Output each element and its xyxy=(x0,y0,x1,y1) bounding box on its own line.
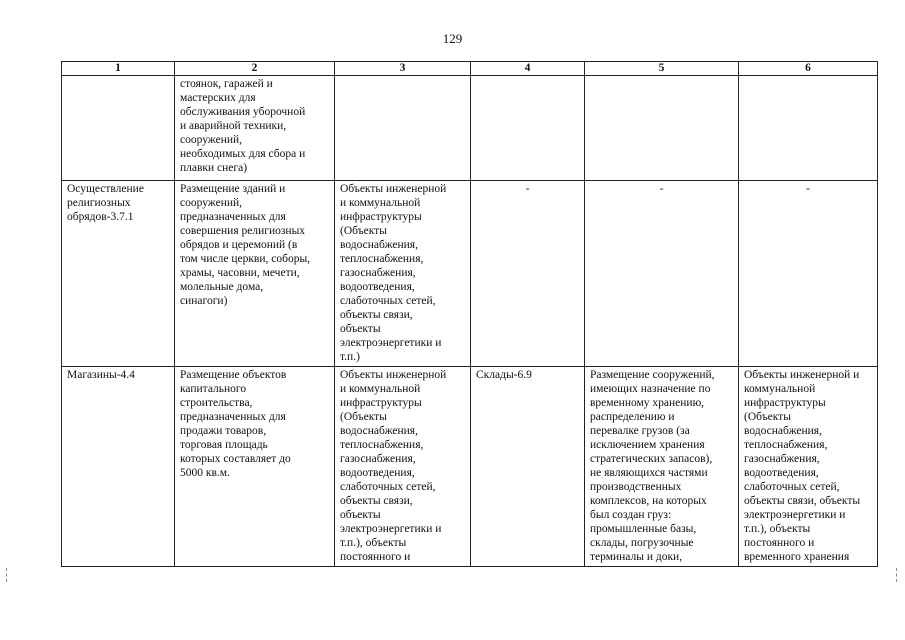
table-cell xyxy=(175,367,335,567)
table-cell xyxy=(739,76,878,181)
table-cell: - xyxy=(471,181,585,367)
table-cell: стоянок, гаражей и мастерских для обслуживания уборочной и аварийной техники, сооружений, необходимых для сбора и плавки снега) xyxy=(175,76,335,181)
scan-edge-mark-right xyxy=(896,568,901,582)
cell-text: Объекты инженерной и коммунальной инфраструктуры (Объекты водоснабжения, теплоснабжения, газоснабжения, водоотведения, слаботочных сетей, объекты связи, объекты электроэнергетики и т.п.), объекты постоянного и временного хранения xyxy=(744,369,861,563)
table-cell xyxy=(739,367,878,567)
table-row xyxy=(62,76,878,181)
cell-text: Склады-6.9 xyxy=(476,369,532,381)
scan-edge-mark-left xyxy=(6,568,11,582)
table-cell xyxy=(585,76,739,181)
column-header-1: 1 xyxy=(62,62,175,76)
table-cell: - xyxy=(585,181,739,367)
table-cell: Осуществление религиозных обрядов-3.7.1 xyxy=(62,181,175,367)
cell-text: Магазины-4.4 xyxy=(67,369,135,381)
table-header-row xyxy=(62,62,878,76)
column-header-4: 4 xyxy=(471,62,585,76)
table-row xyxy=(62,181,878,367)
table-cell: Объекты инженерной и коммунальной инфраструктуры (Объекты водоснабжения, теплоснабжения, газоснабжения, водоотведения, слаботочных сетей, объекты связи, объекты электроэнергетики и т.п.) xyxy=(335,181,471,367)
table-row xyxy=(62,367,878,567)
document-table xyxy=(61,61,878,567)
table-cell: - xyxy=(739,181,878,367)
table-cell xyxy=(62,367,175,567)
cell-text: Объекты инженерной и коммунальной инфраструктуры (Объекты водоснабжения, теплоснабжения, газоснабжения, водоотведения, слаботочных сетей, объекты связи, объекты электроэнергетики и т.п.), объекты постоянного и xyxy=(340,369,447,563)
table-cell xyxy=(471,76,585,181)
column-header-5: 5 xyxy=(585,62,739,76)
table-cell xyxy=(335,367,471,567)
column-header-6: 6 xyxy=(739,62,878,76)
cell-text: Размещение сооружений, имеющих назначение по временному хранению, распределению и перевалке грузов (за исключением хранения стратегических запасов), не являющихся частями производственных комплексов, на которых был создан груз: промышленные базы, склады, погрузочные терминалы и доки, xyxy=(590,369,715,563)
page-number: 129 xyxy=(442,31,463,46)
column-header-2: 2 xyxy=(175,62,335,76)
table-cell xyxy=(62,76,175,181)
table-cell: Размещение зданий и сооружений, предназначенных для совершения религиозных обрядов и церемоний (в том числе церкви, соборы, храмы, часовни, мечети, молельные дома, синагоги) xyxy=(175,181,335,367)
table-cell xyxy=(335,76,471,181)
table-cell xyxy=(585,367,739,567)
cell-text: Размещение объектов капитального строительства, предназначенных для продажи товаров, торговая площадь которых составляет до 5000 кв.м. xyxy=(180,369,291,479)
table-cell xyxy=(471,367,585,567)
column-header-3: 3 xyxy=(335,62,471,76)
